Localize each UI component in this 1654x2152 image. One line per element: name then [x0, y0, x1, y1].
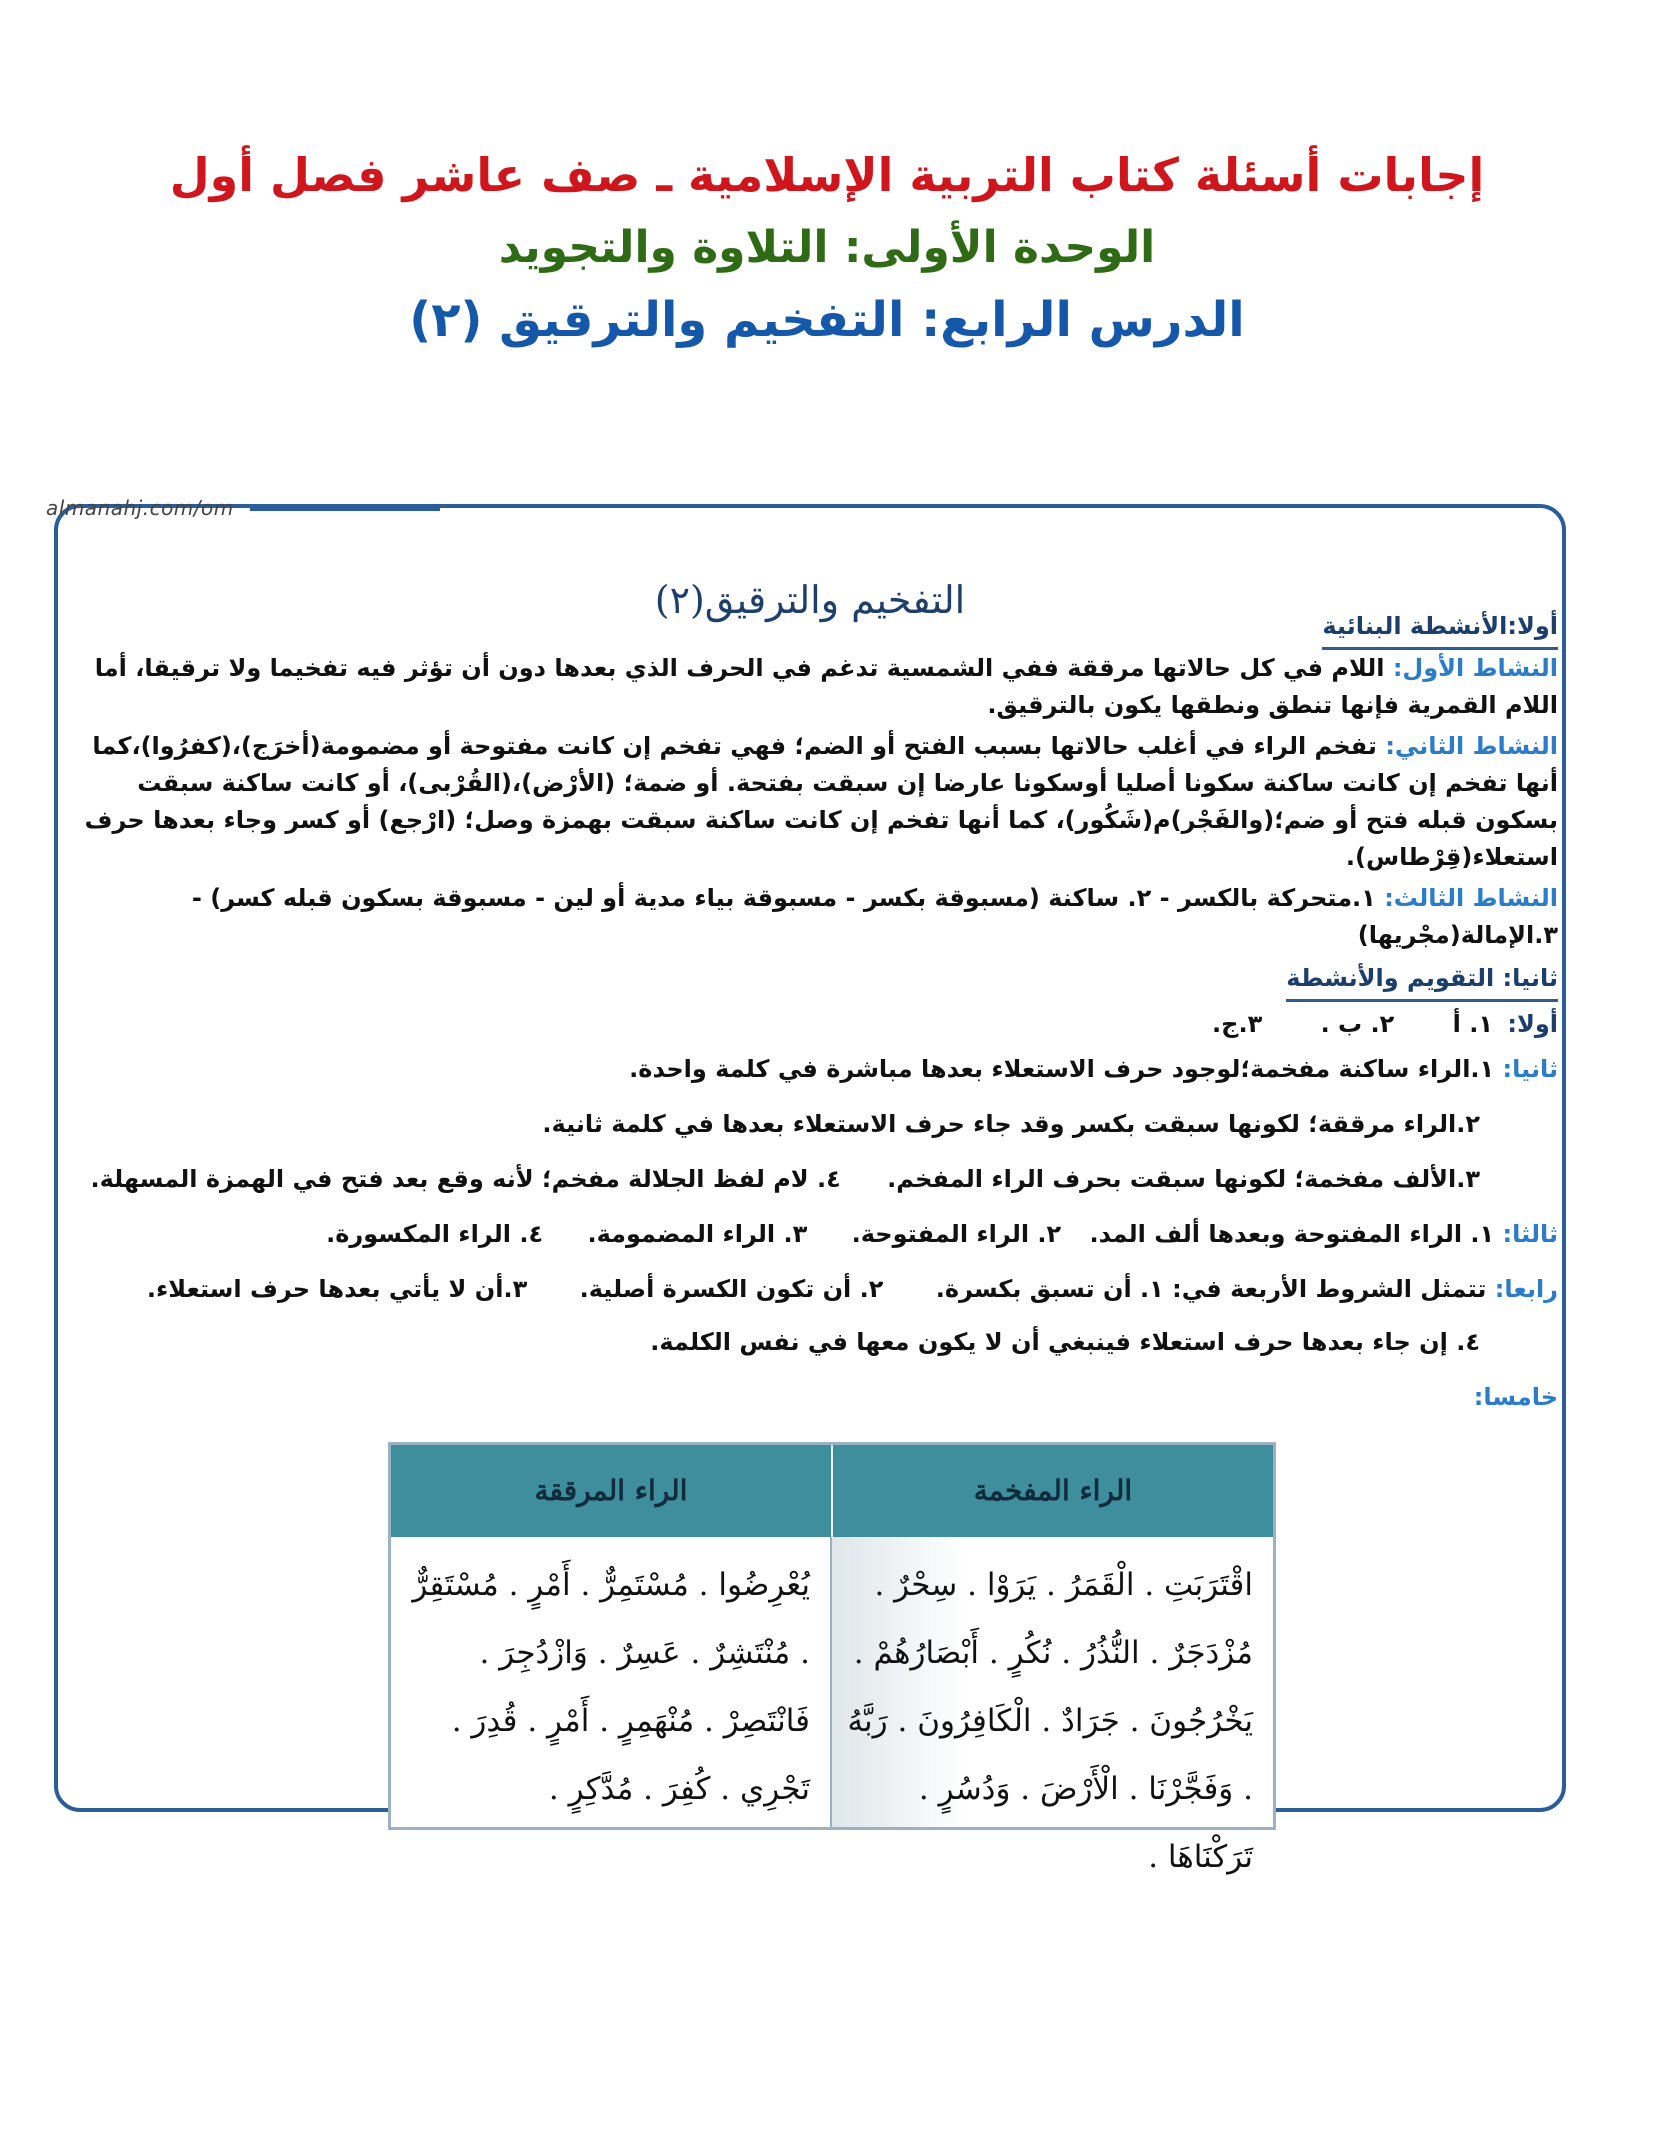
activity2-text: تفخم الراء في أغلب حالاتها بسبب الفتح أو الضم؛ فهي تفخم إن كانت مفتوحة أو مضمومة(أخرَج)،(كفرُوا)،كما أنها تفخم إن كانت ساكنة سكونا أصليا أوسكونا عارضا إن سبقت بفتحة. أو ضمة؛ (الأرْض)،(القُرْبى)، أو كانت ساكنة سبقت بسكون قبله فتح أو ضم؛(والفَجْر)م(شَكُور)، كما أنها تفخم إن كانت ساكنة سبقت بهمزة وصل؛ (ارْجع) أو كسر وجاء بعدها حرف استعلاء(قِرْطاس). [84, 732, 1558, 871]
worksheet-content [64, 570, 1558, 1416]
activity3 [64, 880, 1558, 954]
q1-answer-1: ١. أ [1452, 1010, 1494, 1038]
question4 [64, 1271, 1558, 1308]
question3-label: ثالثا: [1502, 1220, 1558, 1248]
activity1-label: النشاط الأول: [1392, 654, 1558, 682]
section2-title: ثانيا: التقويم والأنشطة [1286, 960, 1558, 1002]
unit-title: الوحدة الأولى: التلاوة والتجويد [498, 222, 1156, 273]
q4-answer-1: ١. أن تسبق بكسرة. [935, 1275, 1164, 1303]
activity2-label: النشاط الثاني: [1385, 732, 1558, 760]
header-tafkhim: الراء المفخمة [973, 1474, 1133, 1507]
q4-answer-2: ٢. أن تكون الكسرة أصلية. [579, 1275, 884, 1303]
lesson-title: الدرس الرابع: التفخيم والترقيق (٢) [409, 292, 1245, 348]
q4-answer-4: ٤. إن جاء بعدها حرف استعلاء فينبغي أن لا يكون معها في نفس الكلمة. [650, 1328, 1480, 1356]
question4-line2 [64, 1324, 1558, 1361]
cell-tarqiq-words: يُعْرِضُوا . مُسْتَمِرٌّ . أَمْرٍ . مُسْتَقِرٌّ . مُنْتَشِرٌ . عَسِرٌ . وَازْدُجِرَ . فَانْتَصِرْ . مُنْهَمِرٍ . أَمْرٍ . قُدِرَ . تَجْرِي . كُفِرَ . مُدَّكِرٍ . [391, 1537, 832, 1827]
ra-classification-table [388, 1442, 1276, 1875]
q4-intro: تتمثل الشروط الأربعة في: [1172, 1275, 1487, 1303]
q2-answer-3: ٣.الألف مفخمة؛ لكونها سبقت بحرف الراء المفخم. [887, 1165, 1480, 1193]
header-tarqiq: الراء المرققة [391, 1445, 833, 1537]
question3 [64, 1216, 1558, 1253]
q3-answer-3: ٣. الراء المضمومة. [587, 1220, 808, 1248]
q4-answer-3: ٣.أن لا يأتي بعدها حرف استعلاء. [146, 1275, 528, 1303]
question1-label: أولا: [1507, 1010, 1558, 1038]
table-body-row [391, 1537, 1273, 1875]
q3-answer-1: ١. الراء المفتوحة وبعدها ألف المد. [1089, 1220, 1495, 1248]
question5 [64, 1379, 1558, 1416]
worksheet-heading: التفخيم والترقيق(٢) [654, 578, 966, 622]
document-title: إجابات أسئلة كتاب التربية الإسلامية ـ صف عاشر فصل أول [169, 148, 1485, 202]
question2-line3 [64, 1161, 1558, 1198]
q3-answer-4: ٤. الراء المكسورة. [326, 1220, 544, 1248]
cell-tafkhim-words: اقْتَرَبَتِ . الْقَمَرُ . يَرَوْا . سِحْرٌ . مُزْدَجَرٌ . النُّذُرُ . نُكُرٍ . أَبْصَارُهُمْ . يَخْرُجُونَ . جَرَادٌ . الْكَافِرُونَ . رَبَّهُ . وَفَجَّرْنَا . الْأَرْضَ . وَدُسُرٍ . تَرَكْنَاهَا . [832, 1537, 1273, 1827]
section1-title: أولا:الأنشطة البنائية [1322, 608, 1558, 650]
question1 [64, 1006, 1558, 1043]
activity2 [64, 728, 1558, 876]
table-header-row [391, 1445, 1273, 1537]
q3-answer-2: ٢. الراء المفتوحة. [851, 1220, 1062, 1248]
q1-answer-3: ٣.ج. [1212, 1010, 1263, 1038]
activity3-label: النشاط الثالث: [1384, 884, 1558, 912]
question5-label: خامسا: [1473, 1383, 1558, 1411]
activity3-text: ١.متحركة بالكسر - ٢. ساكنة (مسبوقة بكسر - مسبوقة بياء مدية أو لين - مسبوقة بسكون قبله كسر) - ٣.الإمالة(مجْريها) [191, 884, 1558, 949]
q2-answer-1: ١.الراء ساكنة مفخمة؛لوجود حرف الاستعلاء بعدها مباشرة في كلمة واحدة. [629, 1055, 1495, 1083]
question2-line2 [64, 1106, 1558, 1143]
q2-answer-2: ٢.الراء مرققة؛ لكونها سبقت بكسر وقد جاء حرف الاستعلاء بعدها في كلمة ثانية. [542, 1110, 1480, 1138]
question2-label: ثانيا: [1502, 1055, 1558, 1083]
activity1-text: اللام في كل حالاتها مرققة ففي الشمسية تدغم في الحرف الذي بعدها دون أن تؤثر فيه تفخيما ولا ترقيقا، أما اللام القمرية فإنها تنطق ونطقها يكون بالترقيق. [94, 654, 1558, 719]
frame-top-rule [250, 508, 440, 511]
q1-answer-2: ٢. ب . [1320, 1010, 1395, 1038]
activity1 [64, 650, 1558, 724]
question4-label: رابعا: [1494, 1275, 1558, 1303]
q2-answer-4: ٤. لام لفظ الجلالة مفخم؛ لأنه وقع بعد فتح في الهمزة المسهلة. [90, 1165, 841, 1193]
question2-line1 [64, 1051, 1558, 1088]
watermark: almanahj.com/om [46, 496, 234, 520]
